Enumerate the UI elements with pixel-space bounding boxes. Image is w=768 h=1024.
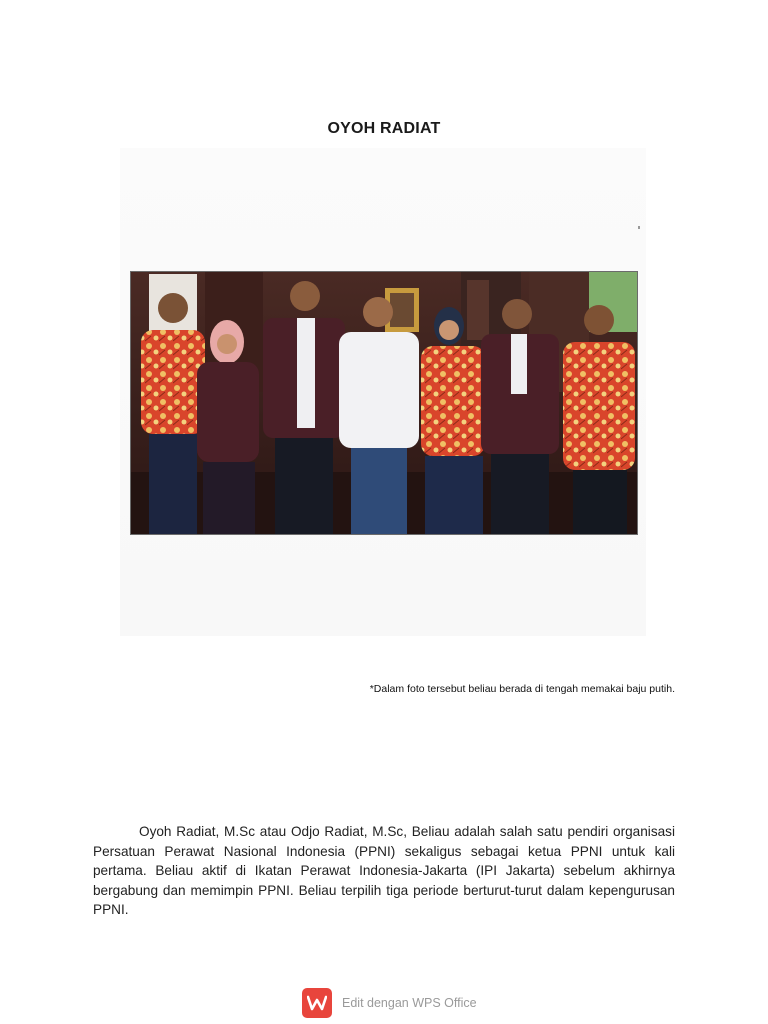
wps-footer-label: Edit dengan WPS Office [342,996,477,1010]
body-paragraph-block [93,822,675,920]
group-photo [130,271,638,535]
person-6 [481,299,559,534]
person-4-center [339,297,419,534]
wps-footer[interactable] [302,988,477,1018]
person-3 [263,281,345,534]
document-title: OYOH RADIAT [327,120,441,137]
photo-caption: *Dalam foto tersebut beliau berada di tengah memakai baju putih. [369,683,675,695]
body-paragraph: Oyoh Radiat, M.Sc atau Odjo Radiat, M.Sc, Beliau adalah salah satu pendiri organisasi Persatuan Perawat Nasional Indonesia (PPNI) sekaligus sebagai ketua PPNI untuk kali pertama. Beliau aktif di Ikatan Perawat Indonesia-Jakarta (IPI Jakarta) sebelum akhirnya bergabung dan memimpin PPNI. Beliau terpilih tiga periode berturut-turut dalam kepengurusan PPNI. [93,824,675,917]
wps-office-logo-icon [302,988,332,1018]
frame-marker [638,226,640,229]
